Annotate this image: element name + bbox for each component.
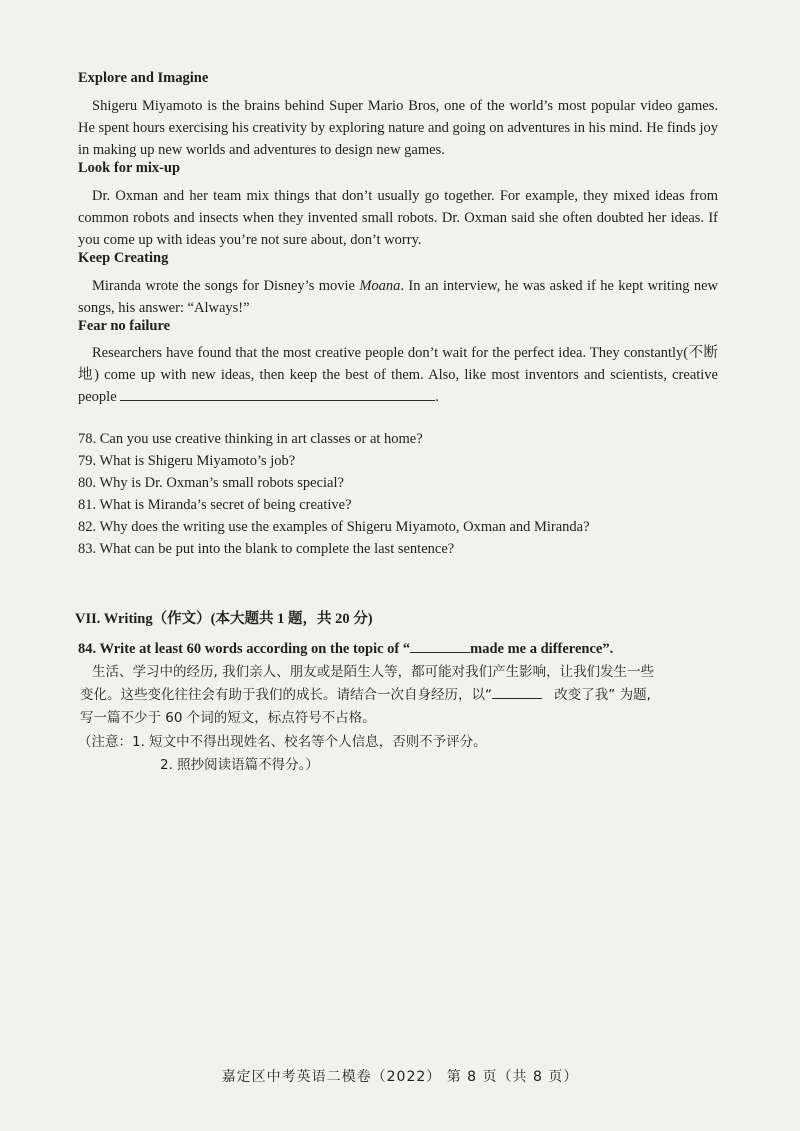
question-82: 82. Why does the writing use the examples of Shigeru Miyamoto, Oxman and Miranda? <box>78 519 590 535</box>
instruction-line-3: 写一篇不少于 60 个词的短文，标点符号不占格。 <box>80 710 376 726</box>
question-78: 78. Can you use creative thinking in art classes or at home? <box>78 431 423 447</box>
question-81: 81. What is Miranda’s secret of being creative? <box>78 497 352 513</box>
question-80: 80. Why is Dr. Oxman’s small robots special? <box>78 475 344 491</box>
instruction-line-2-text-a: 变化。这些变化往往会有助于我们的成长。请结合一次自身经历，以“ <box>80 687 492 703</box>
page-footer: 嘉定区中考英语二模卷（2022） 第 8 页（共 8 页） <box>221 1069 579 1085</box>
writing-task <box>78 641 613 658</box>
paragraph-explore <box>78 95 718 161</box>
sentence-end: . <box>435 389 439 405</box>
section-heading-explore: Explore and Imagine <box>78 70 209 86</box>
instruction-line-2 <box>80 684 740 707</box>
paragraph-fear-no-failure-text: Researchers have found that the most creative people don’t wait for the perfect idea. They constantly(不断地) come up with new ideas, then keep the best of them. Also, like most inventors and scientists, creative people <box>78 345 718 405</box>
paragraph-keep-creating-text-a: Miranda wrote the songs for Disney’s movie <box>92 278 360 294</box>
question-79: 79. What is Shigeru Miyamoto’s job? <box>78 453 296 469</box>
writing-task-text-b: made me a difference”. <box>470 641 614 657</box>
paragraph-keep-creating-text-b: . In an interview, he was asked if he kept writing new songs, his answer: “Always!” <box>78 278 718 316</box>
note-2: 2. 照抄阅读语篇不得分。） <box>160 757 319 773</box>
section-heading-keep-creating: Keep Creating <box>78 250 169 266</box>
writing-instructions <box>80 661 740 730</box>
paragraph-fear-no-failure <box>78 342 718 408</box>
topic-blank-line[interactable] <box>410 652 470 653</box>
paragraph-explore-text: Shigeru Miyamoto is the brains behind Super Mario Bros, one of the world’s most popular video games. He spent hours exercising his creativity by exploring nature and going on adventures in his mind. He finds joy in making up new worlds and adventures to design new games. <box>78 98 718 158</box>
section-heading-mixup: Look for mix-up <box>78 160 181 176</box>
instruction-line-2-text-b: 改变了我” 为题, <box>554 687 651 703</box>
section-heading-fear-no-failure: Fear no failure <box>78 318 171 334</box>
instruction-line-1: 生活、学习中的经历, 我们亲人、朋友或是陌生人等，都可能对我们产生影响，让我们发生一些 <box>92 664 655 680</box>
question-83: 83. What can be put into the blank to complete the last sentence? <box>78 541 455 557</box>
paragraph-mixup-text: Dr. Oxman and her team mix things that don’t usually go together. For example, they mixed ideas from common robots and insects when they invented small robots. Dr. Oxman said she often doubted her ideas. If you come up with ideas you’re not sure about, don’t worry. <box>78 188 718 248</box>
writing-notes <box>78 731 738 777</box>
paragraph-mixup <box>78 185 718 251</box>
question-list <box>78 428 738 560</box>
paragraph-keep-creating <box>78 275 718 319</box>
movie-title: Moana <box>359 278 401 294</box>
writing-section-title: VII. Writing（作文）(本大题共 1 题，共 20 分) <box>75 611 373 627</box>
title-blank-line[interactable] <box>492 698 542 699</box>
writing-task-text-a: 84. Write at least 60 words according on the topic of “ <box>78 641 411 657</box>
answer-blank-line[interactable] <box>120 400 435 401</box>
note-1: （注意：1. 短文中不得出现姓名、校名等个人信息，否则不予评分。 <box>78 734 487 750</box>
